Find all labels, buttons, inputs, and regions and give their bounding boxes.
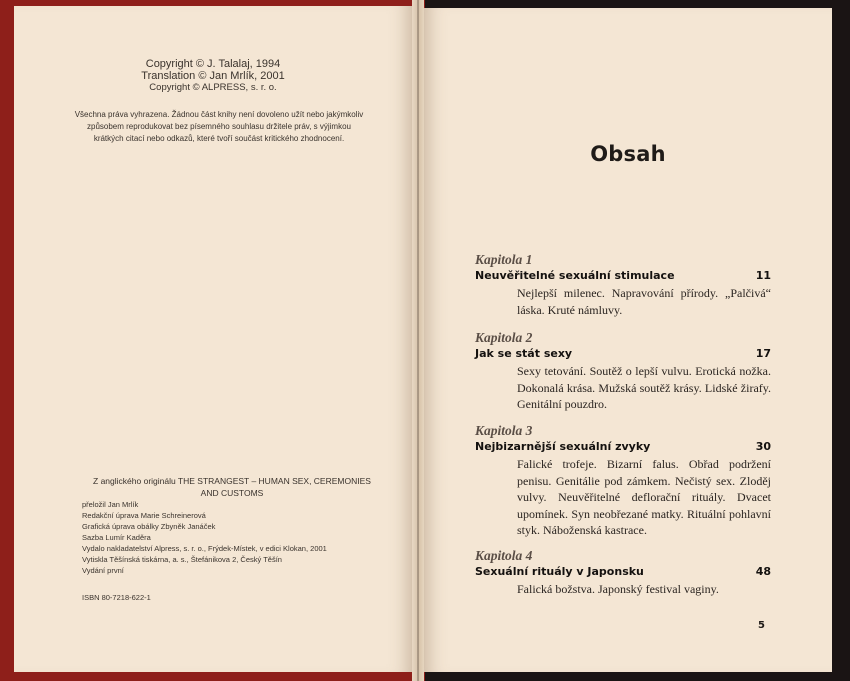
book-spine: [412, 0, 424, 681]
chapter-description: Nejlepší milenec. Napravování přírody. „Palčivá“ láska. Kruté námluvy.: [517, 286, 771, 317]
copyright-translation: Translation © Jan Mrlík, 2001: [141, 70, 285, 82]
chapter-title: Neuvěřitelné sexuální stimulace: [475, 269, 675, 282]
toc-chapter-1: [475, 252, 771, 318]
chapter-title: Nejbizarnější sexuální zvyky: [475, 440, 651, 453]
chapter-description: Falické trofeje. Bizarní falus. Obřad podržení penisu. Genitálie pod zámkem. Nečistý sex. Zloděj vulvy. Neuvěřitelné deflorační rituály. Dvacet upomínek. Syn neobřezané matky. Rituální pohlavní styk. Náboženská kastrace.: [517, 457, 771, 537]
toc-chapter-2: [475, 330, 771, 413]
page-number: 5: [758, 620, 765, 631]
credit-line: Vytiskla Těšínská tiskárna, a. s., Štefánikova 2, Český Těšín: [82, 555, 282, 564]
credit-line: Vydání první: [82, 566, 124, 575]
credit-line: Grafická úprava obálky Zbyněk Janáček: [82, 522, 216, 531]
right-page: [424, 8, 832, 672]
chapter-label: Kapitola 4: [475, 548, 533, 563]
credit-line: přeložil Jan Mrlík: [82, 500, 139, 509]
chapter-page-number: 30: [755, 440, 771, 453]
credits-list: [82, 499, 327, 576]
rights-notice: Všechna práva vyhrazena. Žádnou část knihy není dovoleno užít nebo jakýmkoliv způsobem reprodukovat bez písemného souhlasu držitele práv, s výjimkou krátkých citací nebo odkazů, které tvoří součást kritického zhodnocení.: [74, 110, 364, 143]
chapter-label: Kapitola 2: [475, 330, 533, 345]
chapter-description: Falická božstva. Japonský festival vaginy.: [517, 582, 719, 596]
page-title: Obsah: [590, 142, 666, 166]
chapter-page-number: 17: [755, 347, 771, 360]
original-title-line2: AND CUSTOMS: [200, 488, 264, 498]
credit-line: Vydalo nakladatelství Alpress, s. r. o., Frýdek-Místek, v edici Klokan, 2001: [82, 544, 327, 553]
chapter-title: Jak se stát sexy: [475, 347, 573, 360]
chapter-heading: [475, 439, 771, 454]
credit-line: Redakční úprava Marie Schreinerová: [82, 511, 206, 520]
original-title-line1: Z anglického originálu THE STRANGEST – HUMAN SEX, CEREMONIES: [93, 476, 371, 486]
copyright-block: [14, 58, 412, 94]
chapter-page-number: 11: [755, 269, 771, 282]
copyright-author: Copyright © J. Talalaj, 1994: [145, 58, 281, 70]
toc-chapter-4: [475, 548, 771, 598]
chapter-description: Sexy tetování. Soutěž o lepší vulvu. Erotická nožka. Dokonalá krása. Mužská soutěž krásy. Lidské žirafy. Genitální pouzdro.: [517, 364, 771, 411]
original-title: [82, 475, 382, 499]
chapter-page-number: 48: [755, 565, 771, 578]
credit-line: Sazba Lumír Kaděra: [82, 533, 151, 542]
chapter-heading: [475, 564, 771, 579]
chapter-label: Kapitola 1: [475, 252, 533, 267]
copyright-publisher: Copyright © ALPRESS, s. r. o.: [149, 82, 277, 93]
left-page: [14, 6, 412, 672]
chapter-heading: [475, 268, 771, 283]
chapter-label: Kapitola 3: [475, 423, 533, 438]
chapter-title: Sexuální rituály v Japonsku: [475, 565, 644, 578]
toc-chapter-3: [475, 423, 771, 539]
isbn: ISBN 80-7218-622-1: [82, 593, 151, 602]
chapter-heading: [475, 346, 771, 361]
